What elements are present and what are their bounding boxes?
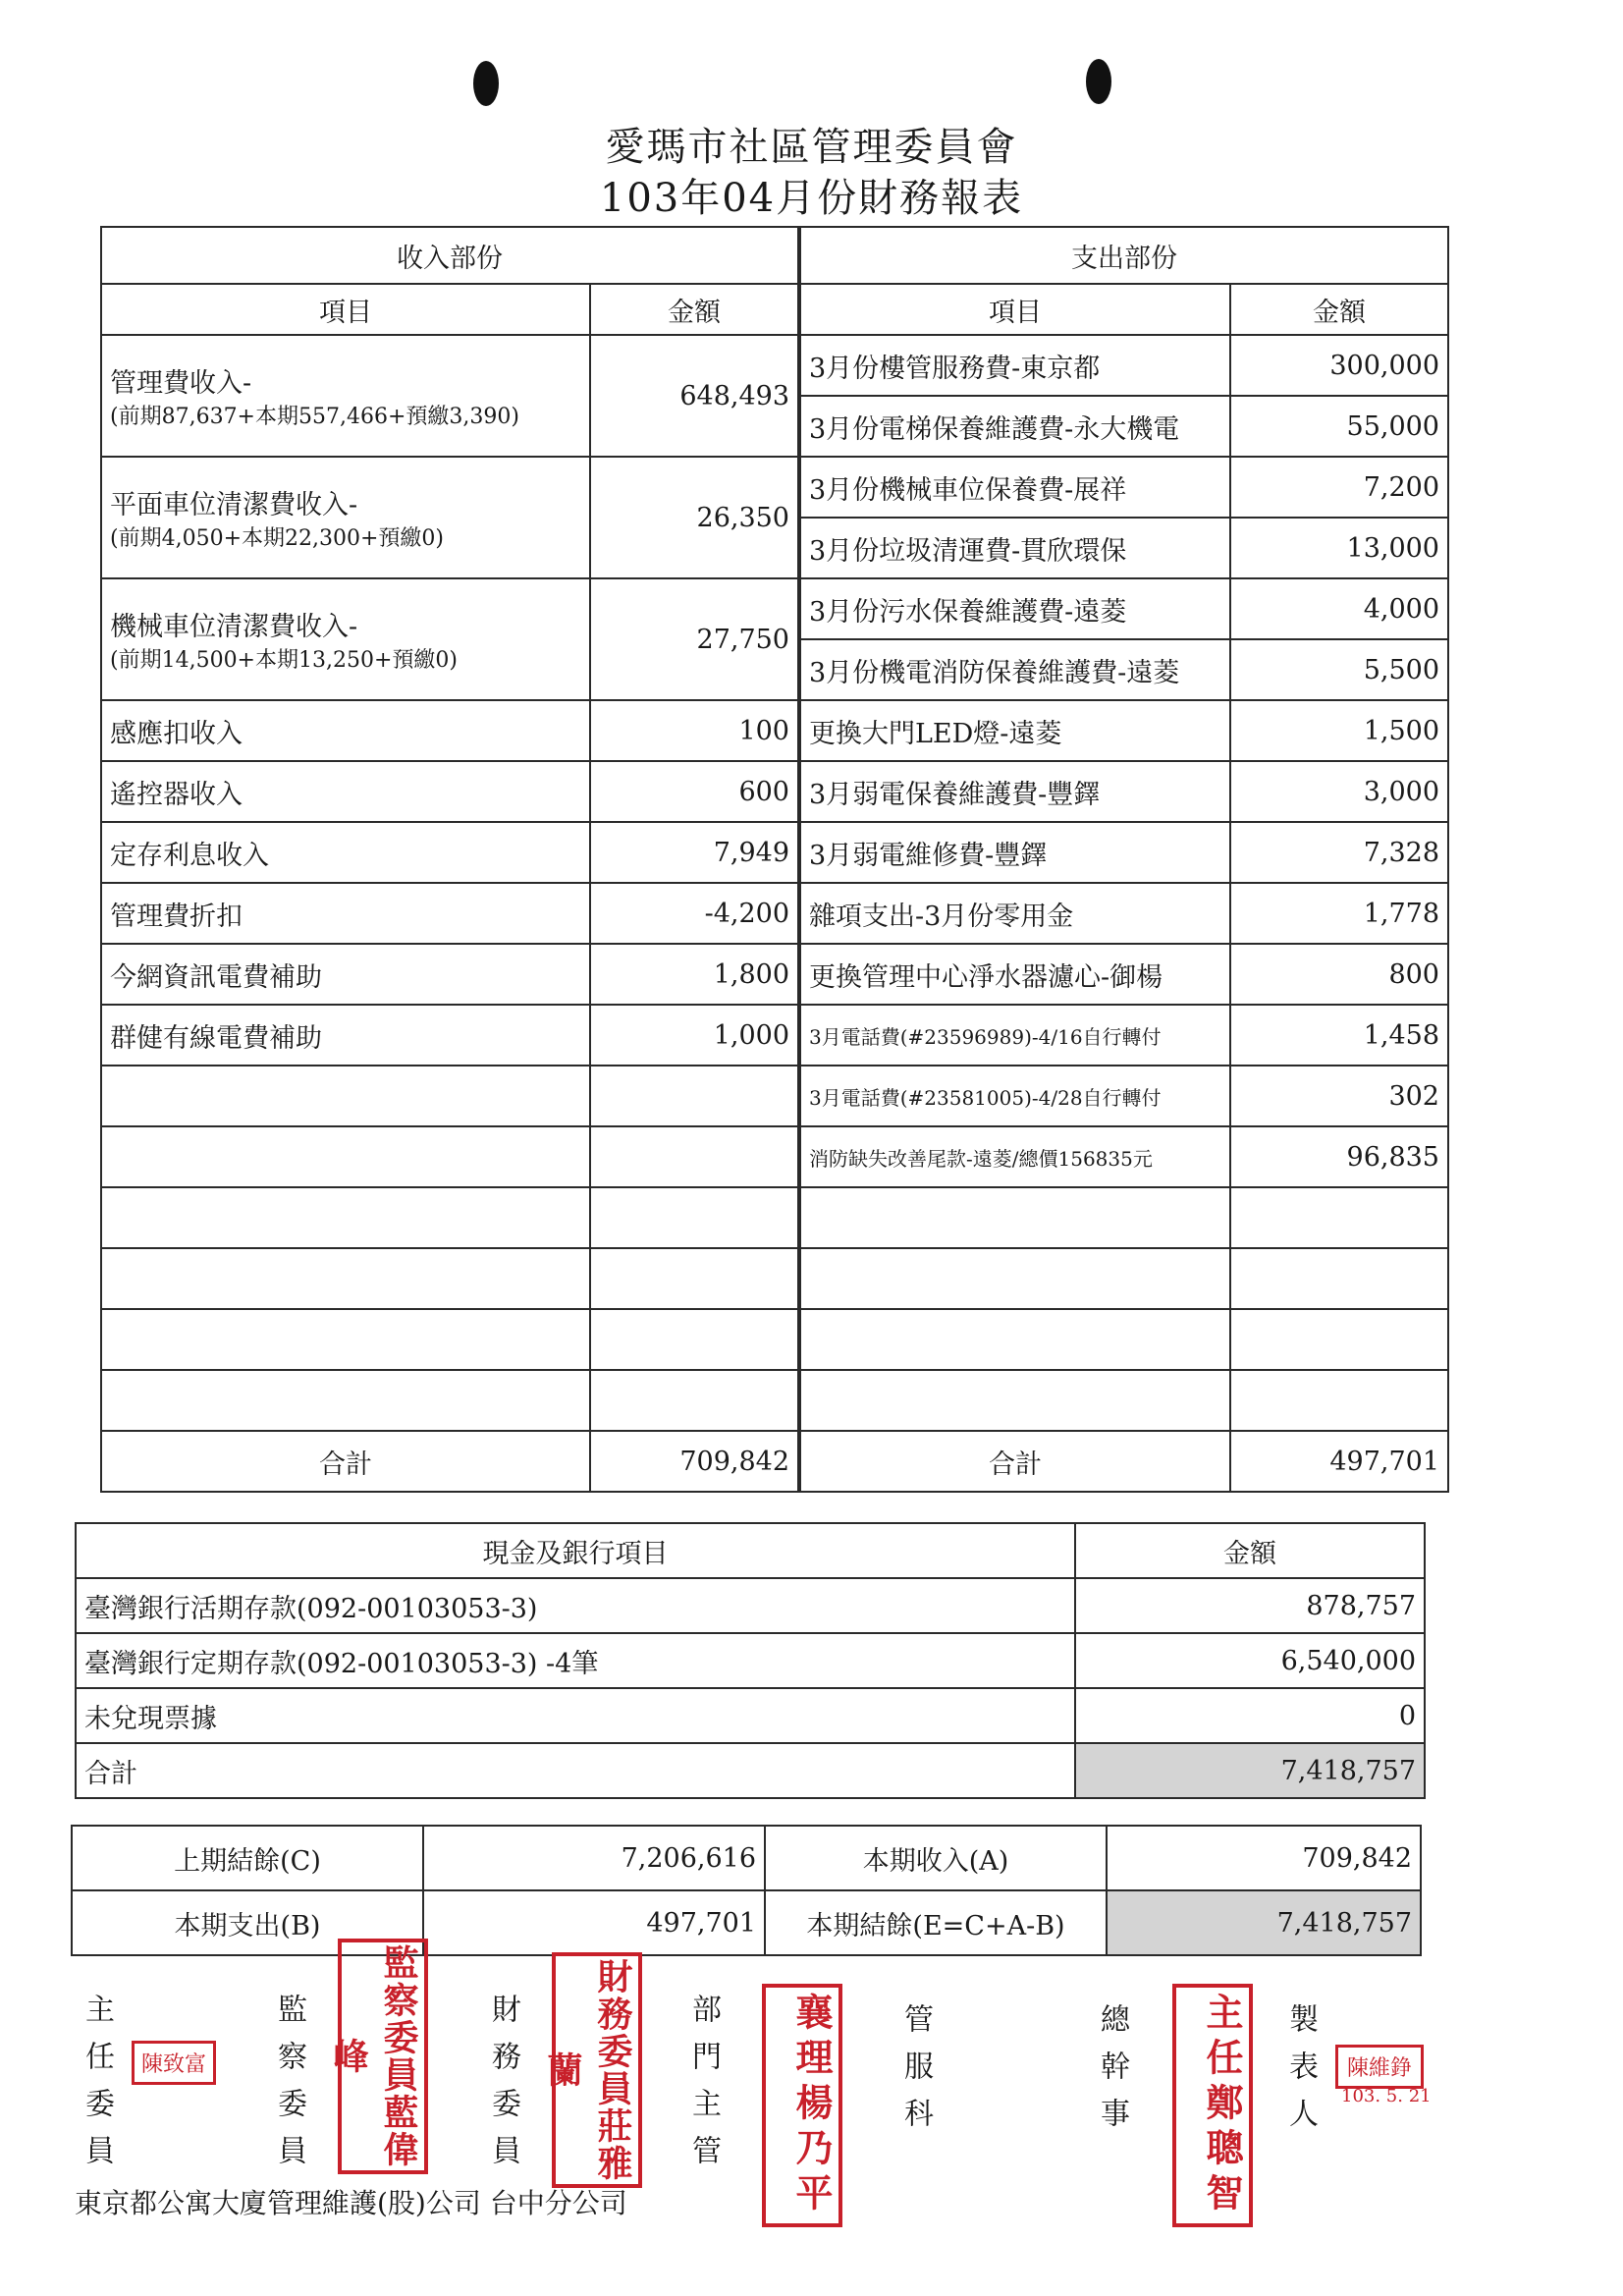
expense-item: 3月份污水保養維護費-遠菱	[800, 578, 1230, 639]
empty-row	[101, 1309, 798, 1370]
income-row	[101, 578, 798, 700]
expense-amount: 1,778	[1230, 883, 1448, 944]
expense-row	[800, 822, 1448, 883]
dept-seal: 襄理楊乃平	[762, 1984, 842, 2227]
prev-balance-value: 7,206,616	[423, 1826, 765, 1890]
cash-col-amount: 金額	[1075, 1523, 1425, 1578]
expense-amount: 7,328	[1230, 822, 1448, 883]
sig-service-label: 管服科	[898, 2003, 933, 2145]
prev-balance-label: 上期結餘(C)	[72, 1826, 423, 1890]
income-detail: (前期14,500+本期13,250+預繳0)	[110, 648, 458, 673]
expense-item: 3月電話費(#23596989)-4/16自行轉付	[800, 1005, 1230, 1066]
expense-item: 3月份機電消防保養維護費-遠菱	[800, 639, 1230, 700]
cash-amount: 6,540,000	[1075, 1633, 1425, 1688]
income-amount: -4,200	[590, 883, 798, 944]
empty-row	[101, 1066, 798, 1126]
income-total-row	[101, 1431, 798, 1492]
income-item: 群健有線電費補助	[101, 1005, 590, 1066]
expense-item: 3月份機械車位保養費-展祥	[800, 457, 1230, 518]
sig-maker-label: 製表人	[1283, 2003, 1318, 2145]
income-item: 平面車位清潔費收入-	[110, 490, 358, 520]
footer-company: 東京都公寓大廈管理維護(股)公司 台中分公司	[75, 2187, 627, 2219]
expense-row	[800, 335, 1448, 396]
expense-amount: 5,500	[1230, 639, 1448, 700]
expense-row	[800, 1066, 1448, 1126]
income-item: 定存利息收入	[101, 822, 590, 883]
income-row	[101, 457, 798, 578]
expense-row	[800, 518, 1448, 578]
income-col-amount: 金額	[590, 284, 798, 335]
income-col-item: 項目	[101, 284, 590, 335]
expense-section-label: 支出部份	[800, 227, 1448, 284]
chair-stamp: 陳致富	[132, 2041, 216, 2085]
income-item: 機械車位清潔費收入-	[110, 612, 358, 642]
expense-total-label: 合計	[800, 1431, 1230, 1492]
period-expense-value: 497,701	[423, 1890, 765, 1955]
expense-col-item: 項目	[800, 284, 1230, 335]
expense-item: 3月弱電維修費-豐鐸	[800, 822, 1230, 883]
period-income-value: 709,842	[1107, 1826, 1421, 1890]
expense-item: 3月電話費(#23581005)-4/28自行轉付	[800, 1066, 1230, 1126]
expense-item: 3月份電梯保養維護費-永大機電	[800, 396, 1230, 457]
cash-table	[75, 1522, 1426, 1799]
income-total: 709,842	[590, 1431, 798, 1492]
end-balance-value: 7,418,757	[1107, 1890, 1421, 1955]
cash-col-item: 現金及銀行項目	[76, 1523, 1075, 1578]
expense-amount: 300,000	[1230, 335, 1448, 396]
cash-row	[76, 1578, 1425, 1633]
income-row	[101, 883, 798, 944]
income-section-label: 收入部份	[101, 227, 798, 284]
income-row	[101, 700, 798, 761]
expense-amount: 302	[1230, 1066, 1448, 1126]
income-total-label: 合計	[101, 1431, 590, 1492]
expense-amount: 96,835	[1230, 1126, 1448, 1187]
income-row	[101, 761, 798, 822]
expense-item: 雜項支出-3月份零用金	[800, 883, 1230, 944]
sig-chair-label: 主任委員	[80, 1994, 114, 2182]
cash-total-row	[76, 1743, 1425, 1798]
cash-amount: 0	[1075, 1688, 1425, 1743]
expense-amount: 7,200	[1230, 457, 1448, 518]
general-seal: 主任鄭聰智	[1172, 1984, 1253, 2227]
period-income-label: 本期收入(A)	[765, 1826, 1107, 1890]
income-amount: 1,800	[590, 944, 798, 1005]
cash-amount: 878,757	[1075, 1578, 1425, 1633]
income-amount: 100	[590, 700, 798, 761]
hole-punch-right-icon	[1086, 59, 1111, 104]
income-row	[101, 1005, 798, 1066]
expense-col-amount: 金額	[1230, 284, 1448, 335]
maker-stamp: 陳維錚	[1335, 2045, 1424, 2089]
cash-item: 臺灣銀行定期存款(092-00103053-3) -4筆	[76, 1633, 1075, 1688]
income-item: 今網資訊電費補助	[101, 944, 590, 1005]
sig-dept-label: 部門主管	[686, 1994, 721, 2182]
supervisor-seal: 監察委員藍偉峰	[338, 1939, 428, 2174]
cash-item: 未兌現票據	[76, 1688, 1075, 1743]
income-table	[100, 226, 799, 1493]
cash-row	[76, 1688, 1425, 1743]
expense-amount: 4,000	[1230, 578, 1448, 639]
expense-row	[800, 1005, 1448, 1066]
expense-item: 更換管理中心淨水器濾心-御楊	[800, 944, 1230, 1005]
income-row	[101, 822, 798, 883]
expense-total-row	[800, 1431, 1448, 1492]
income-detail: (前期4,050+本期22,300+預繳0)	[110, 526, 444, 551]
hole-punch-left-icon	[473, 61, 499, 106]
maker-date: 103. 5. 21	[1341, 2086, 1432, 2106]
expense-row	[800, 700, 1448, 761]
expense-amount: 800	[1230, 944, 1448, 1005]
income-amount: 7,949	[590, 822, 798, 883]
expense-amount: 3,000	[1230, 761, 1448, 822]
end-balance-label: 本期結餘(E=C+A-B)	[765, 1890, 1107, 1955]
cash-row	[76, 1633, 1425, 1688]
empty-row	[800, 1370, 1448, 1431]
expense-row	[800, 761, 1448, 822]
income-amount: 648,493	[590, 335, 798, 457]
cash-total: 7,418,757	[1075, 1743, 1425, 1798]
period-expense-label: 本期支出(B)	[72, 1890, 423, 1955]
sig-finance-label: 財務委員	[486, 1994, 520, 2182]
expense-row	[800, 944, 1448, 1005]
expense-row	[800, 883, 1448, 944]
expense-amount: 1,500	[1230, 700, 1448, 761]
expense-item: 3月弱電保養維護費-豐鐸	[800, 761, 1230, 822]
expense-table	[799, 226, 1449, 1493]
cash-item: 臺灣銀行活期存款(092-00103053-3)	[76, 1578, 1075, 1633]
expense-row	[800, 396, 1448, 457]
income-item: 管理費收入-	[110, 368, 252, 399]
expense-amount: 13,000	[1230, 518, 1448, 578]
income-item: 遙控器收入	[101, 761, 590, 822]
income-amount: 27,750	[590, 578, 798, 700]
empty-row	[101, 1126, 798, 1187]
income-detail: (前期87,637+本期557,466+預繳3,390)	[110, 405, 519, 429]
income-item: 感應扣收入	[101, 700, 590, 761]
empty-row	[101, 1187, 798, 1248]
income-amount: 1,000	[590, 1005, 798, 1066]
balance-table	[71, 1825, 1422, 1956]
expense-row	[800, 1126, 1448, 1187]
expense-row	[800, 639, 1448, 700]
expense-total: 497,701	[1230, 1431, 1448, 1492]
empty-row	[800, 1309, 1448, 1370]
income-amount: 600	[590, 761, 798, 822]
expense-row	[800, 578, 1448, 639]
income-row	[101, 335, 798, 457]
cash-total-label: 合計	[76, 1743, 1075, 1798]
sig-general-label: 總幹事	[1095, 2003, 1129, 2145]
expense-item: 3月份垃圾清運費-貫欣環保	[800, 518, 1230, 578]
sig-supervisor-label: 監察委員	[272, 1994, 306, 2182]
empty-row	[101, 1248, 798, 1309]
expense-row	[800, 457, 1448, 518]
empty-row	[101, 1370, 798, 1431]
income-row	[101, 944, 798, 1005]
expense-item: 更換大門LED燈-遠菱	[800, 700, 1230, 761]
expense-amount: 55,000	[1230, 396, 1448, 457]
income-amount: 26,350	[590, 457, 798, 578]
income-item: 管理費折扣	[101, 883, 590, 944]
report-title: 103年04月份財務報表	[599, 176, 1024, 221]
expense-item: 消防缺失改善尾款-遠菱/總價156835元	[800, 1126, 1230, 1187]
expense-amount: 1,458	[1230, 1005, 1448, 1066]
finance-seal: 財務委員莊雅蘭	[552, 1952, 642, 2188]
empty-row	[800, 1187, 1448, 1248]
org-title: 愛瑪市社區管理委員會	[605, 125, 1018, 170]
empty-row	[800, 1248, 1448, 1309]
expense-item: 3月份樓管服務費-東京都	[800, 335, 1230, 396]
